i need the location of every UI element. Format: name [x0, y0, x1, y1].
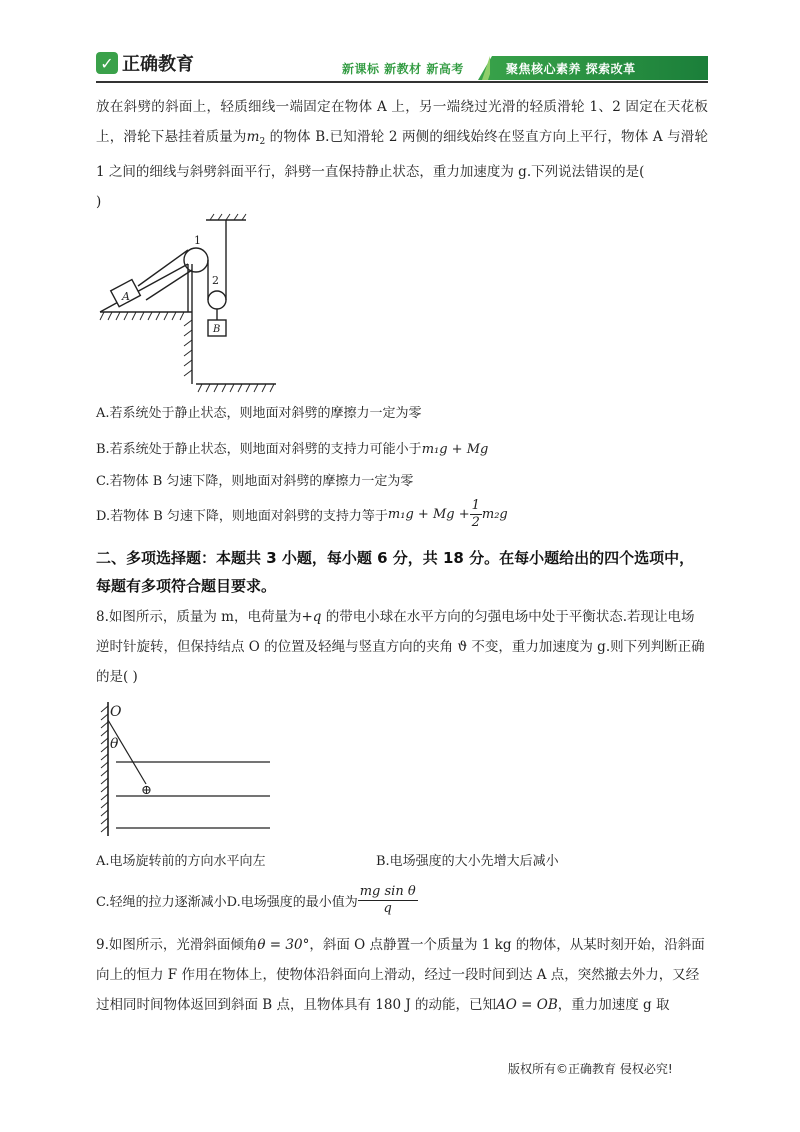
header-divider — [96, 81, 708, 83]
label-pulley-1: 1 — [194, 234, 201, 247]
fraction-denominator: 2 — [471, 515, 480, 530]
fraction-numerator: mg sin θ — [359, 884, 416, 899]
q9-stem-part3: ，重力加速度 g 取 — [557, 997, 670, 1013]
q7-option-d-text: D.若物体 B 匀速下降，则地面对斜劈的支持力等于 — [96, 509, 388, 524]
q9-relation: AO = OB — [496, 997, 558, 1013]
q7-option-a: A.若系统处于静止状态，则地面对斜劈的摩擦力一定为零 — [96, 406, 422, 421]
q7-option-b — [96, 438, 488, 457]
question-9-stem — [96, 930, 708, 1020]
q7-option-d-math2: m₂g — [481, 507, 508, 522]
page-header — [0, 0, 800, 84]
label-pulley-2: 2 — [212, 274, 219, 287]
question-8-stem — [96, 602, 708, 692]
q7-option-b-math: m₁g + Mg — [421, 442, 489, 457]
q8-option-d: D.电场强度的最小值为 — [226, 895, 358, 910]
q7-option-d-fraction — [470, 498, 482, 531]
q8-stem-part2: 的带电小球在水平方向的匀强电场中处于平衡状态.若现让电场逆时针旋转，但保持结点 O 的位置及轻绳与竖直方向的夹角 ϑ 不变，重力加速度为 g.则下列判断正确的是( ) — [96, 609, 705, 685]
q8-option-c: C.轻绳的拉力逐渐减小 — [96, 895, 227, 910]
q7-stem-part1: 放在斜劈的斜面上，轻质细线一端固定在物体 A 上，另一端绕过光滑的轻质滑轮 1、2 固定在天花板上，滑轮下悬挂着质量为 — [96, 99, 708, 145]
q7-m2-sub: 2 — [259, 137, 266, 147]
copyright-footer: 版权所有©正确教育 侵权必究! — [508, 1062, 673, 1076]
fraction-denominator: q — [383, 901, 392, 916]
banner-text: 聚焦核心素养 探索改革 — [506, 62, 636, 76]
label-O: O — [110, 704, 122, 720]
q7-option-d-math1: m₁g + Mg + — [387, 507, 470, 522]
label-theta: θ — [110, 736, 119, 752]
header-slogan: 新课标 新教材 新高考 — [342, 62, 464, 76]
q8-option-b: B.电场强度的大小先增大后减小 — [376, 854, 559, 869]
charged-ball-figure — [96, 700, 276, 840]
logo-text: 正确教育 — [122, 54, 194, 75]
section-2-title: 二、多项选择题：本题共 3 小题，每小题 6 分，共 18 分。在每小题给出的四个选项中，每题有多项符合题目要求。 — [96, 549, 695, 595]
check-icon: ✓ — [96, 52, 118, 74]
label-B: B — [213, 324, 221, 335]
question-7-stem — [96, 92, 708, 217]
q9-stem-part2: ，斜面 O 点静置一个质量为 1 kg 的物体，从某时刻开始，沿斜面向上的恒力 F 作用在物体上，使物体沿斜面向上滑动，经过一段时间到达 A 点，突然撤去外力，又经过相同时间物体返回到斜面 B 点，且物体具有 180 J 的动能，已知 — [96, 937, 705, 1013]
q8-options-cd — [96, 884, 418, 917]
q7-option-b-text: B.若系统处于静止状态，则地面对斜劈的支持力可能小于 — [96, 442, 422, 457]
header-banner — [478, 56, 708, 80]
logo — [96, 50, 194, 76]
q8-charge: +q — [301, 609, 322, 625]
q7-option-d — [96, 498, 508, 531]
q8-option-a: A.电场旋转前的方向水平向左 — [96, 854, 266, 869]
q8-option-d-fraction — [358, 884, 418, 917]
q9-angle: θ = 30° — [257, 937, 310, 953]
charged-ball: ⊕ — [141, 783, 152, 798]
label-A: A — [122, 290, 130, 303]
q7-stem-part2: 的物体 B.已知滑轮 2 两侧的细线始终在竖直方向上平行，物体 A 与滑轮 1 之间的细线与斜劈斜面平行，斜劈一直保持静止状态，重力加速度为 g.下列说法错误的是( — [96, 129, 708, 180]
pulley-wedge-figure — [96, 208, 280, 394]
q7-option-c: C.若物体 B 匀速下降，则地面对斜劈的摩擦力一定为零 — [96, 474, 414, 489]
q9-stem-part1: 9.如图所示，光滑斜面倾角 — [96, 937, 258, 953]
fraction-numerator: 1 — [471, 498, 480, 513]
q7-m2: m — [246, 129, 260, 145]
q8-stem-part1: 8.如图所示，质量为 m，电荷量为 — [96, 609, 302, 625]
q7-stem-part3: ) — [96, 194, 102, 210]
